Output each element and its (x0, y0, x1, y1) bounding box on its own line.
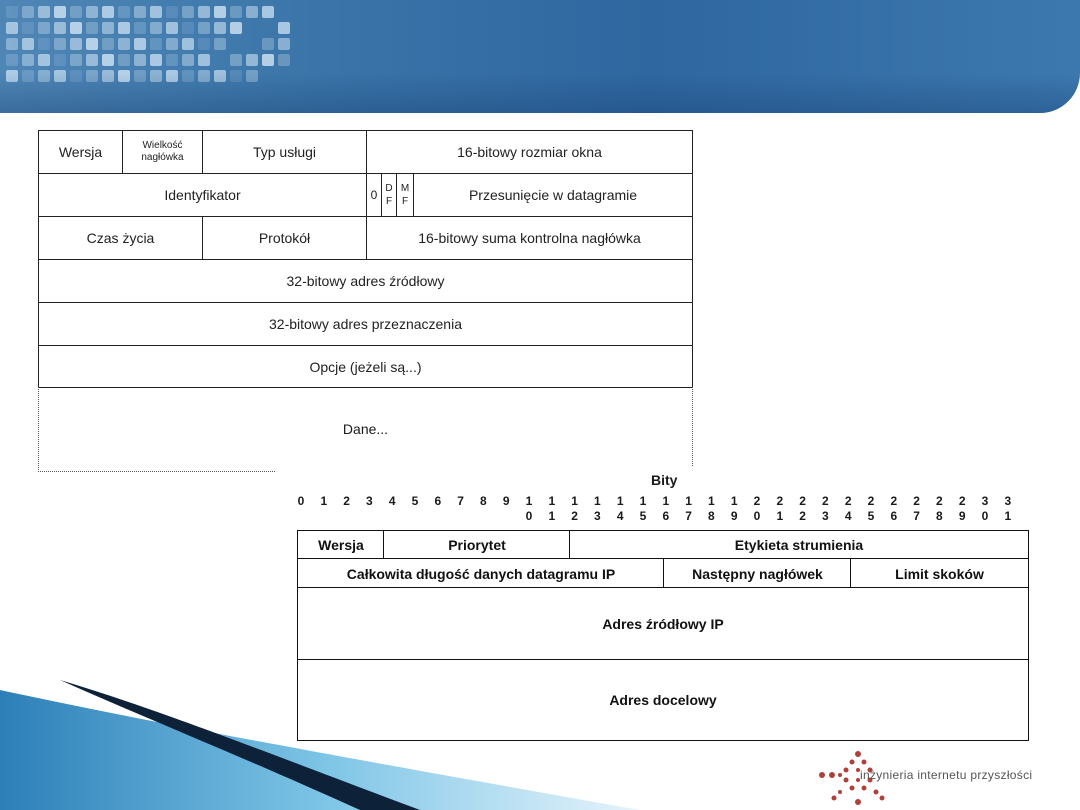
decorative-swoosh (0, 680, 640, 810)
banner-dot (166, 22, 178, 34)
banner-dot (278, 38, 290, 50)
banner-dot (54, 54, 66, 66)
banner-dot (6, 38, 18, 50)
ipv6-hop-limit-cell (850, 558, 1029, 589)
banner-dot (246, 6, 258, 18)
bit-number-11: 1 1 (548, 494, 556, 523)
bit-number-1: 1 (320, 494, 328, 508)
banner-dot (38, 22, 50, 34)
banner-dot (166, 54, 178, 66)
banner-dot (22, 22, 34, 34)
banner-dot (198, 70, 210, 82)
bit-number-22: 2 2 (799, 494, 806, 523)
ipv4-flag-df-label-top: D (385, 183, 393, 194)
bit-number-12: 1 2 (571, 494, 578, 523)
banner-dot (150, 38, 162, 50)
banner-dot (182, 38, 194, 50)
banner-dot (118, 54, 130, 66)
banner-dot (70, 38, 82, 50)
banner-dot (182, 22, 194, 34)
ipv6-next-header-label: Następny nagłówek (692, 565, 823, 582)
banner-dot (134, 22, 146, 34)
bit-number-21: 2 1 (776, 494, 784, 523)
banner-dot (86, 22, 98, 34)
bit-number-25: 2 5 (867, 494, 875, 523)
banner-dot (134, 70, 146, 82)
banner-dot (262, 54, 274, 66)
ipv6-source-address-label: Adres źródłowy IP (602, 616, 724, 632)
banner-dot (102, 6, 114, 18)
banner-dot (118, 22, 130, 34)
banner-dot (198, 38, 210, 50)
banner-dot (86, 54, 98, 66)
banner-dot (6, 70, 18, 82)
banner-dot (70, 54, 82, 66)
banner-dot (150, 6, 162, 18)
banner-dot (150, 54, 162, 66)
banner-dot (166, 38, 178, 50)
bit-number-15: 1 5 (639, 494, 647, 523)
bit-number-29: 2 9 (958, 494, 966, 523)
ipv4-destination-address-label: 32-bitowy adres przeznaczenia (269, 316, 462, 332)
ipv6-hop-limit-label: Limit skoków (895, 565, 984, 582)
bit-number-4: 4 (388, 494, 396, 508)
banner-dot (182, 54, 194, 66)
banner-dot (214, 6, 226, 18)
ipv4-header-length-cell (122, 130, 203, 174)
banner-dot (6, 22, 18, 34)
ipv4-tos-label: Typ usługi (252, 144, 317, 160)
banner-dot (214, 70, 226, 82)
banner-dot (134, 38, 146, 50)
ipv6-payload-length-cell (297, 558, 665, 589)
ipv4-tos-cell (202, 130, 367, 174)
banner-dot (278, 22, 290, 34)
ipv4-identifier-cell (38, 173, 367, 217)
bit-number-16: 1 6 (662, 494, 670, 523)
ipv6-priority-cell (383, 530, 571, 559)
ipv4-source-address-cell (38, 259, 693, 303)
ipv6-priority-label: Priorytet (448, 536, 506, 553)
banner-dot (198, 6, 210, 18)
bit-number-24: 2 4 (844, 494, 852, 523)
bit-number-30: 3 0 (981, 494, 989, 523)
banner-dot (22, 6, 34, 18)
banner-dot (38, 6, 50, 18)
ipv4-data-cell (38, 387, 693, 472)
bit-number-17: 1 7 (685, 494, 692, 523)
ipv4-options-cell (38, 345, 693, 388)
banner-dot (230, 54, 242, 66)
bit-number-23: 2 3 (822, 494, 829, 523)
banner-dot (214, 38, 226, 50)
bit-number-18: 1 8 (708, 494, 715, 523)
bit-number-19: 1 9 (730, 494, 738, 523)
banner-dot (246, 70, 258, 82)
bit-number-13: 1 3 (594, 494, 601, 523)
banner-dot (246, 54, 258, 66)
ipv4-flag-mf-cell (396, 173, 414, 217)
ipv4-fragment-offset-label: Przesunięcie w datagramie (468, 187, 638, 203)
banner-dot (182, 70, 194, 82)
ipv4-version-label: Wersja (58, 144, 103, 160)
bit-number-20: 2 0 (753, 494, 761, 523)
ipv4-flag-df-cell (381, 173, 397, 217)
banner-dot (86, 70, 98, 82)
bit-number-0: 0 (297, 494, 305, 508)
ipv6-destination-address-label: Adres docelowy (609, 692, 717, 708)
banner-dot (6, 54, 18, 66)
ipv4-protocol-label: Protokół (258, 230, 311, 246)
banner-dot (134, 6, 146, 18)
bit-number-6: 6 (434, 494, 442, 508)
banner-dot (70, 22, 82, 34)
banner-dot (102, 54, 114, 66)
banner-dot (54, 38, 66, 50)
banner-dot (22, 38, 34, 50)
banner-dot (118, 70, 130, 82)
ipv4-fragment-offset-cell (413, 173, 693, 217)
banner-dot (118, 6, 130, 18)
banner-dot (262, 38, 274, 50)
banner-dot (54, 6, 66, 18)
ipv4-flag-mf-label-top: M (400, 183, 410, 194)
ipv4-identifier-label: Identyfikator (164, 187, 241, 203)
ipv4-flag-mf-label-bottom: F (401, 196, 409, 207)
banner-dot (70, 70, 82, 82)
bit-number-5: 5 (411, 494, 419, 508)
bit-number-27: 2 7 (913, 494, 920, 523)
ipv4-flag-df-label-bottom: F (385, 196, 393, 207)
banner-dot (86, 38, 98, 50)
bit-number-10: 1 0 (525, 494, 533, 523)
banner-dot (102, 70, 114, 82)
banner-dot (166, 70, 178, 82)
ipv4-header-length-label: Wielkość nagłówka (141, 140, 184, 163)
banner-dot (134, 54, 146, 66)
banner-dot (230, 22, 242, 34)
banner-dot (38, 38, 50, 50)
ipv6-version-cell (297, 530, 385, 559)
ipv4-ttl-label: Czas życia (86, 230, 155, 246)
banner-dot (198, 54, 210, 66)
banner-dot (54, 70, 66, 82)
banner-dot (262, 6, 274, 18)
banner-dot (198, 22, 210, 34)
bit-number-2: 2 (343, 494, 350, 508)
ipv4-ttl-cell (38, 216, 203, 260)
ipv4-version-cell (38, 130, 123, 174)
banner-dot (22, 54, 34, 66)
banner-dot (102, 22, 114, 34)
banner-dot (38, 70, 50, 82)
banner-dot (150, 22, 162, 34)
banner-dot (214, 22, 226, 34)
ipv6-flow-label-cell (569, 530, 1029, 559)
ipv4-window-size-label: 16-bitowy rozmiar okna (457, 144, 602, 160)
bits-label: Bity (651, 472, 678, 488)
ipv4-flag-zero-label: 0 (370, 187, 378, 202)
banner-dot (150, 70, 162, 82)
banner-dot (166, 6, 178, 18)
bit-number-14: 1 4 (616, 494, 624, 523)
ipv4-window-size-cell (366, 130, 693, 174)
banner-dot (230, 70, 242, 82)
bit-number-31: 3 1 (1004, 494, 1012, 523)
ipv6-source-address-cell (297, 587, 1029, 661)
banner-dot (38, 54, 50, 66)
ipv4-data-label: Dane... (342, 421, 389, 437)
bit-number-9: 9 (502, 494, 510, 508)
banner-dot (86, 6, 98, 18)
ipv4-checksum-label: 16-bitowy suma kontrolna nagłówka (418, 230, 641, 246)
banner-dot (230, 6, 242, 18)
logo-text: inżynieria internetu przyszłości (860, 768, 1033, 782)
ipv4-checksum-cell (366, 216, 693, 260)
ipv4-header-diagram (38, 130, 693, 472)
ipv6-payload-length-label: Całkowita długość danych datagramu IP (346, 565, 616, 582)
ipv6-version-label: Wersja (318, 536, 364, 553)
banner-dot (182, 6, 194, 18)
banner-dot (118, 38, 130, 50)
ipv4-flag-zero-cell (366, 173, 382, 217)
banner-dot (102, 38, 114, 50)
banner-dot (70, 6, 82, 18)
ipv4-options-label: Opcje (jeżeli są...) (309, 358, 422, 375)
banner-dot (22, 70, 34, 82)
bit-number-8: 8 (480, 494, 487, 508)
ipv4-protocol-cell (202, 216, 367, 260)
banner-dot (54, 22, 66, 34)
bit-number-26: 2 6 (890, 494, 898, 523)
bit-number-28: 2 8 (936, 494, 943, 523)
ipv6-next-header-cell (663, 558, 852, 589)
header-banner (0, 0, 1080, 113)
bit-number-7: 7 (457, 494, 464, 508)
banner-dot (6, 6, 18, 18)
ipv4-source-address-label: 32-bitowy adres źródłowy (286, 273, 445, 289)
ipv4-destination-address-cell (38, 302, 693, 346)
bit-number-3: 3 (366, 494, 373, 508)
banner-dot (278, 54, 290, 66)
ipv6-flow-label-label: Etykieta strumienia (734, 536, 864, 553)
